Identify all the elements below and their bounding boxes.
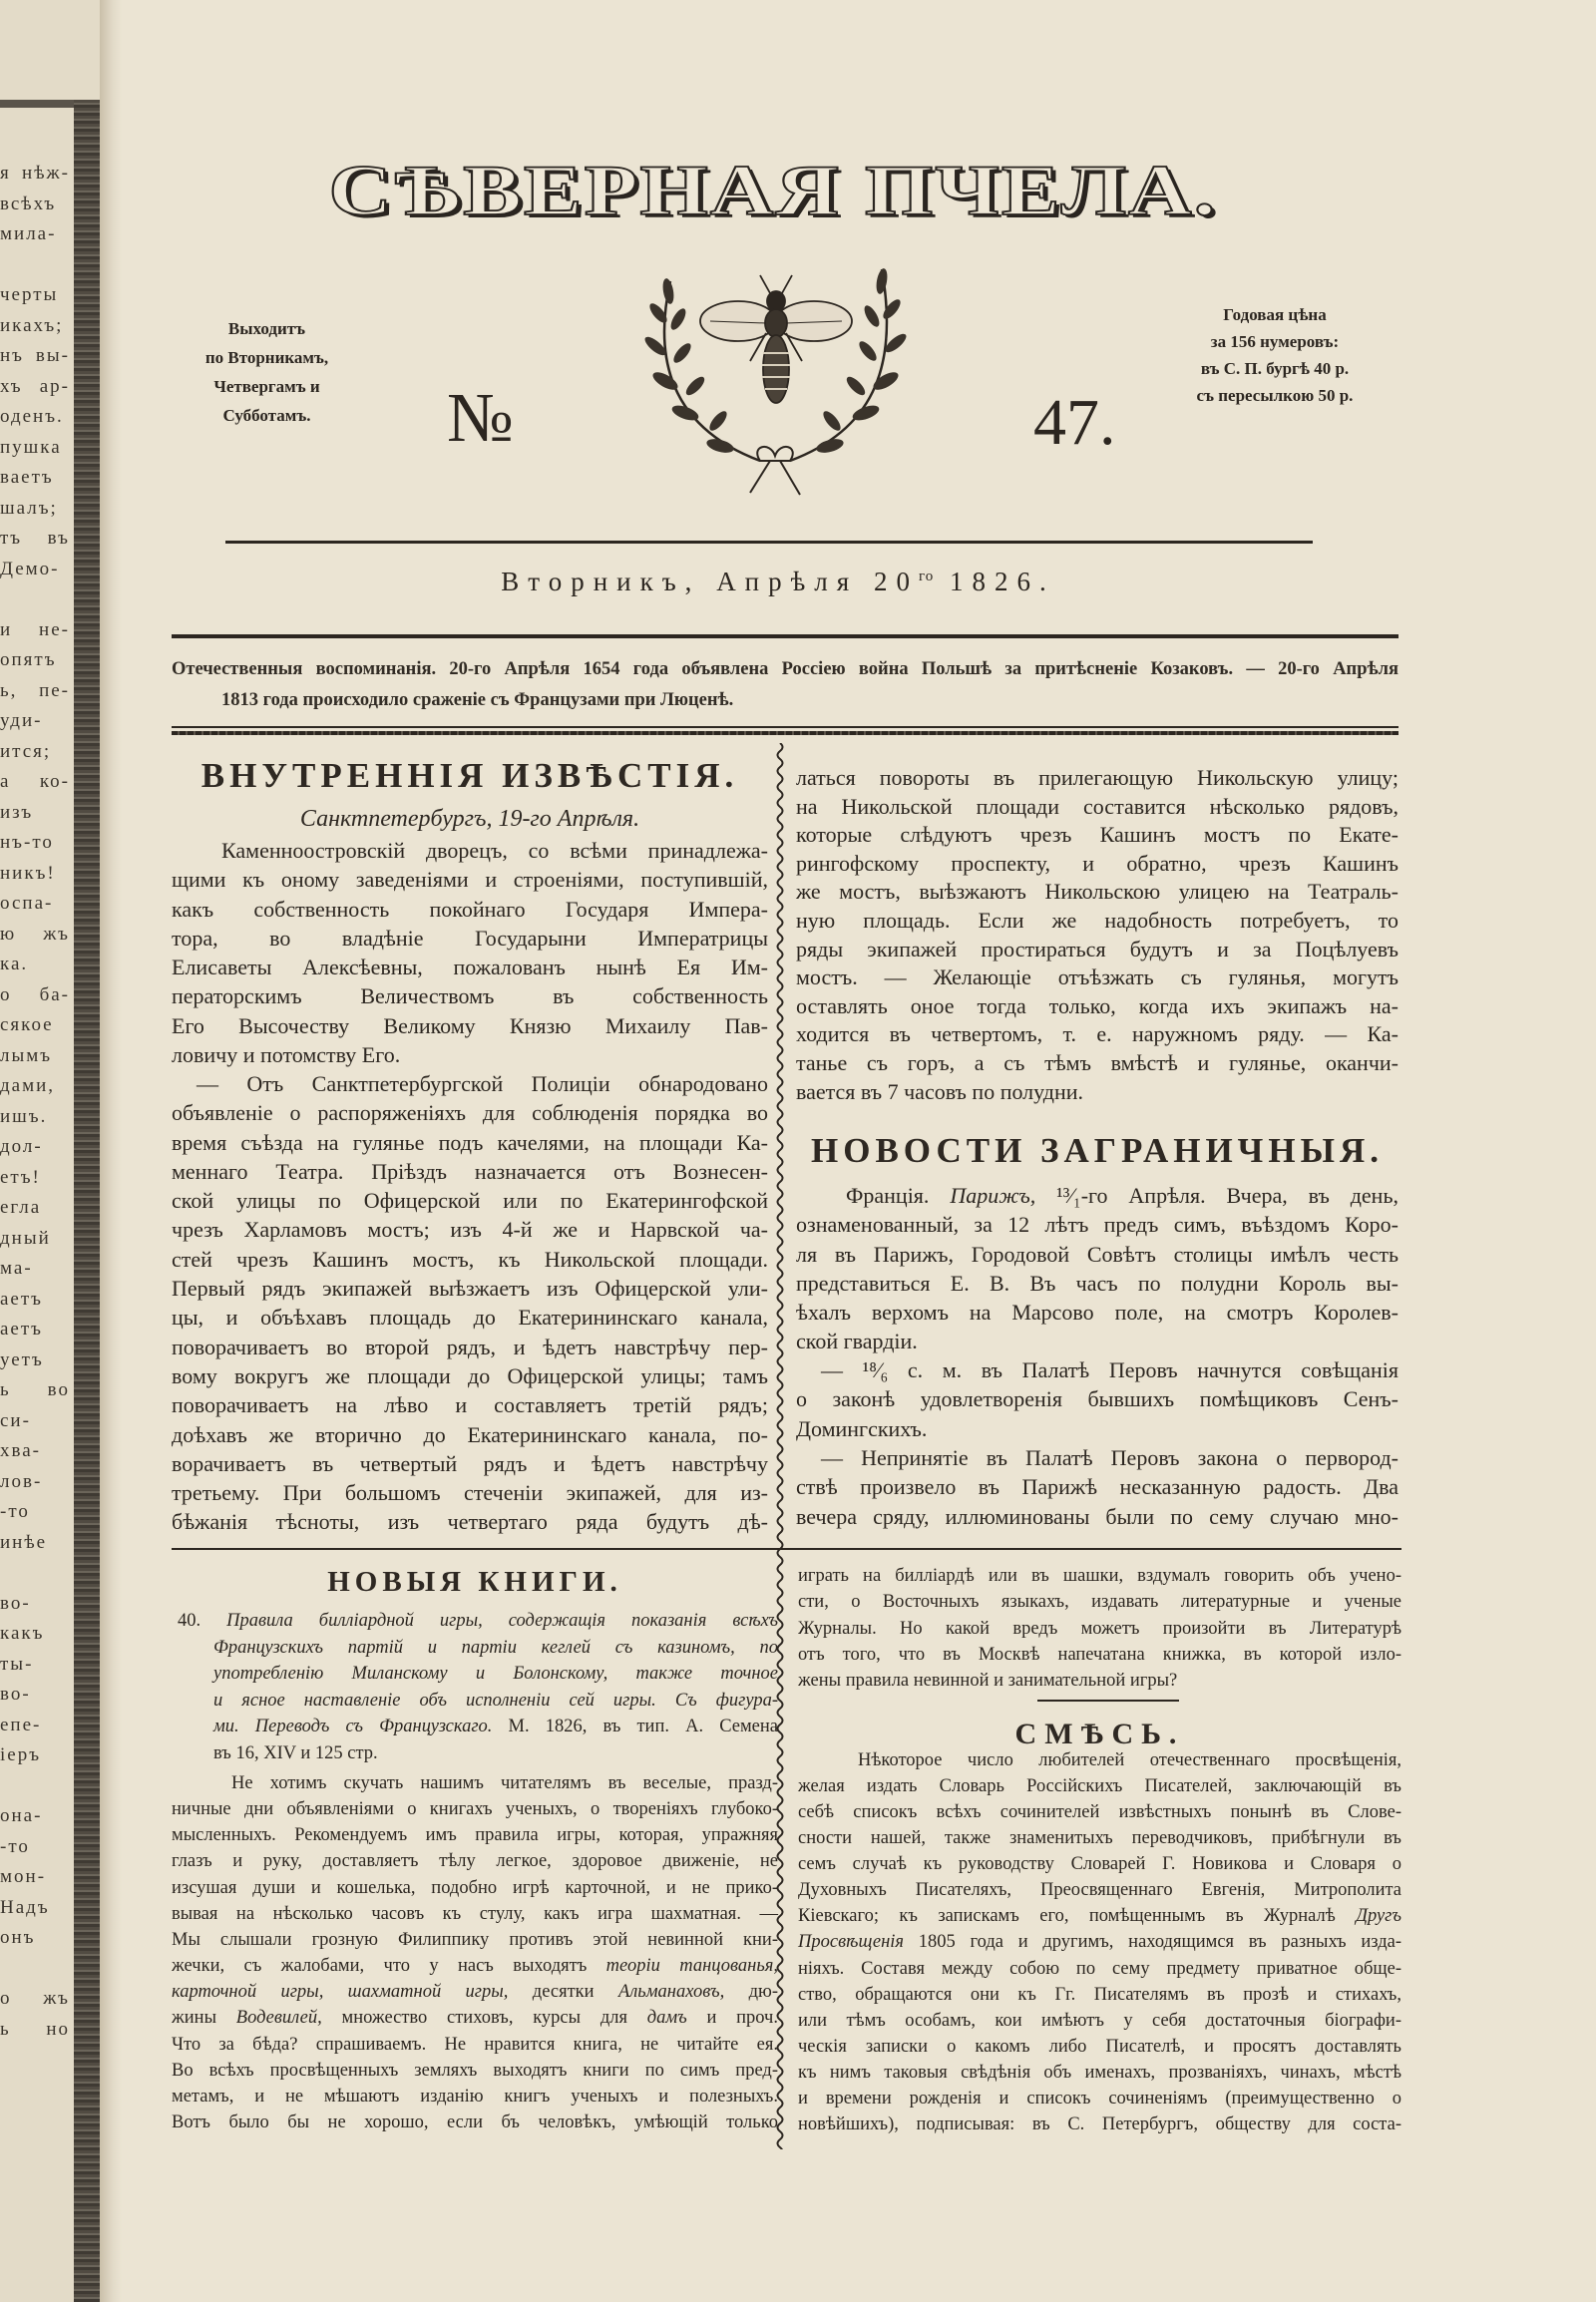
text-line: о жъ bbox=[0, 1988, 70, 2009]
italic-text: Правила билліардной игры, содержащія показанія всѣхъ bbox=[226, 1611, 779, 1631]
publication-schedule bbox=[180, 314, 354, 430]
text-line: ряды экипажей простираться будутъ и за Поцѣлуевъ bbox=[796, 936, 1398, 961]
text-line: оденъ. bbox=[0, 406, 64, 427]
text-line: поворачиваетъ на лѣво и составляетъ третій рядъ; bbox=[172, 1392, 768, 1418]
text-line: ходится въ четвертомъ, т. е. наружномъ ряду. — Ка- bbox=[796, 1021, 1398, 1047]
text-line: Не хотимъ скучать нашимъ читателямъ въ веселые, празд- bbox=[231, 1773, 778, 1793]
text-line: — Непринятіе въ Палатѣ Перовъ закона о первород- bbox=[821, 1445, 1398, 1470]
text-line: ство, обращаются они къ Гг. Писателямъ въ прозѣ и стихахъ, bbox=[798, 1984, 1401, 2005]
text-line: она- bbox=[0, 1805, 43, 1826]
text-line: семъ случаѣ къ руководству Словарей Г. Новикова и Словаря о bbox=[798, 1854, 1401, 1875]
text-line: бѣжанія тѣсноты, изъ четвертаго ряда будутъ дѣ- bbox=[172, 1509, 768, 1535]
memorial-line: Отечественныя воспоминанія. 20-го Апрѣля 1654 года объявлена Россіею война Польшѣ за притѣсненіе Козаковъ. — 20-го Апрѣля bbox=[172, 659, 1398, 679]
text-line: хъ ар- bbox=[0, 375, 70, 397]
text-line: икахъ; bbox=[0, 314, 64, 336]
schedule-line: по Вторникамъ, bbox=[204, 348, 329, 367]
text-line: какъ bbox=[0, 1623, 45, 1644]
text-line: оспа- bbox=[0, 893, 54, 914]
text-line: ознаменованный, за 12 лѣтъ предъ симъ, въѣздомъ Коро- bbox=[796, 1212, 1398, 1238]
text-line: изсушая души и кошелька, подобно игрѣ карточной, и не прико- bbox=[172, 1877, 778, 1898]
text-line: ты- bbox=[0, 1653, 34, 1675]
book-gutter bbox=[74, 100, 100, 2302]
italic-text: Парижъ, bbox=[950, 1183, 1036, 1208]
text-line: какъ собственность покойнаго Государя Импера- bbox=[172, 896, 768, 922]
text-line: оставлять оное тогда только, когда ихъ экипажъ на- bbox=[796, 992, 1398, 1018]
text-line: ля въ Парижъ, Городовой Совѣтъ столицы имѣлъ честь bbox=[796, 1241, 1398, 1267]
text-line: епе- bbox=[0, 1714, 42, 1735]
text-line: уди- bbox=[0, 710, 43, 731]
italic-text: Просвѣщенія bbox=[798, 1932, 904, 1953]
text-line: -то bbox=[0, 1501, 30, 1522]
text-span: дю- bbox=[724, 1982, 778, 2003]
text-line: Надъ bbox=[0, 1896, 50, 1918]
book-listing bbox=[172, 1608, 778, 1766]
text-line: а ко- bbox=[0, 771, 70, 792]
text-line: въ 16, XIV и 125 стр. bbox=[213, 1742, 378, 1763]
text-line: онъ bbox=[0, 1927, 36, 1948]
text-line: іеръ bbox=[0, 1744, 42, 1765]
text-line: нъ вы- bbox=[0, 345, 70, 366]
text-line: сности нашей, также знаменитыхъ переводчиковъ, прибѣгнули въ bbox=[798, 1828, 1401, 1849]
text-line bbox=[172, 1635, 778, 1662]
text-line: никъ! bbox=[0, 862, 56, 884]
text-line: стей чрезъ Кашинъ мостъ, къ Никольской площади. bbox=[172, 1246, 768, 1272]
section-heading-domestic-news: ВНУТРЕННІЯ ИЗВѢСТІЯ. bbox=[200, 756, 739, 795]
text-line: ка. bbox=[0, 954, 29, 974]
issue-number-sign: № bbox=[447, 380, 514, 457]
text-line: и не- bbox=[0, 618, 70, 640]
text-line: хва- bbox=[0, 1440, 41, 1461]
text-span: и проч. bbox=[686, 2008, 778, 2029]
text-line: чрезъ Харламовъ мостъ; изъ 4-й же и Нарвской ча- bbox=[172, 1217, 768, 1243]
miscellany-paragraph bbox=[798, 1747, 1401, 2137]
text-line: ь, пе- bbox=[0, 679, 70, 701]
text-line: Духовныхъ Писателяхъ, Преосвященнаго Евгенія, Митрополита bbox=[798, 1880, 1401, 1901]
text-line: инѣе bbox=[0, 1531, 48, 1553]
text-line: вается въ 7 часовъ по полудни. bbox=[796, 1078, 1084, 1104]
subscription-price bbox=[1175, 301, 1375, 409]
text-line: ператорскимъ Величествомъ въ собственность bbox=[172, 983, 768, 1009]
text-line: Журналы. Но какой вредъ можетъ произойти въ Литературѣ bbox=[798, 1618, 1401, 1639]
italic-text: Французскихъ партій и партіи кеглей съ казиномъ, по bbox=[213, 1637, 778, 1658]
text-line bbox=[172, 2005, 778, 2031]
text-line: аетъ bbox=[0, 1288, 43, 1310]
price-line: Годовая цѣна bbox=[1223, 305, 1327, 324]
text-line: ловичу и потомству Его. bbox=[172, 1042, 401, 1068]
text-line bbox=[798, 1903, 1401, 1929]
text-line bbox=[0, 1771, 70, 1802]
text-line: уетъ bbox=[0, 1348, 44, 1370]
text-line: ніяхъ. Составя между собою по сему предмету приватное обще- bbox=[798, 1958, 1401, 1979]
dateline-st-petersburg: Санктпетербургъ, 19-го Апрѣля. bbox=[299, 806, 640, 832]
text-line: опятъ bbox=[0, 649, 57, 670]
text-line: о ба- bbox=[0, 983, 70, 1005]
text-line: ишъ. bbox=[0, 1105, 48, 1127]
text-line: время съѣзда на гулянье подъ качелями, на площади Ка- bbox=[172, 1129, 768, 1155]
italic-text: дамъ bbox=[646, 2008, 687, 2029]
text-line: тъ въ bbox=[0, 528, 70, 549]
text-line bbox=[0, 1954, 70, 1985]
text-line: новѣйшихъ), подписывая: въ С. Петербургъ, обществу для соста- bbox=[798, 2113, 1401, 2134]
italic-text: Другъ bbox=[1356, 1906, 1401, 1927]
text-line: Каменноостровскій дворецъ, со всѣми принадлежа- bbox=[221, 838, 768, 863]
text-line: ь но bbox=[0, 2018, 70, 2040]
text-line: -то bbox=[0, 1835, 30, 1857]
italic-text: и ясное наставленіе объ исполненіи сей игры. Съ фигура- bbox=[213, 1690, 778, 1711]
text-line: си- bbox=[0, 1409, 31, 1431]
section-heading-new-books: НОВЫЯ КНИГИ. bbox=[327, 1566, 622, 1598]
text-line: вечера сряду, иллюминованы были по сему случаю мно- bbox=[796, 1503, 1398, 1529]
text-line: поворачиваетъ во второй рядъ, и ѣдетъ навстрѣчу пер- bbox=[172, 1334, 768, 1359]
patriotic-anniversaries bbox=[172, 654, 1398, 716]
article-paragraph bbox=[172, 1069, 768, 1537]
article-paragraph-continued bbox=[796, 764, 1398, 1106]
text-line: ь во bbox=[0, 1379, 70, 1400]
text-line bbox=[0, 1558, 70, 1589]
text-line: пушка bbox=[0, 436, 62, 458]
text-line: и времени рожденія и списокъ сочиненіямъ (преимущественно о bbox=[798, 2088, 1401, 2109]
italic-text: Водевилей, bbox=[235, 2008, 322, 2029]
text-line: вывая на нѣсколько часовъ къ стулу, какъ игра шахматная. — bbox=[172, 1903, 778, 1924]
masthead-rule bbox=[225, 541, 1313, 544]
text-line bbox=[172, 1688, 778, 1715]
text-line: во- bbox=[0, 1684, 31, 1705]
text-line bbox=[172, 1714, 778, 1740]
previous-page-text bbox=[0, 159, 70, 2045]
text-span: ¹³⁄₁-го Апрѣля. Вчера, въ день, bbox=[1035, 1183, 1398, 1208]
text-line: черты bbox=[0, 284, 59, 305]
schedule-line: Выходитъ bbox=[227, 319, 306, 338]
text-line: метамъ, и не мѣшаютъ изданію книгъ ученыхъ и полезныхъ. bbox=[172, 2086, 778, 2107]
text-line: цы, и объѣхавъ площадь до Екатерининскаго канала, bbox=[172, 1305, 768, 1331]
text-span: Франція. bbox=[846, 1183, 951, 1208]
text-line: Во всѣхъ просвѣщенныхъ земляхъ выходятъ книги по симъ пред- bbox=[172, 2060, 778, 2081]
text-span: жечки, съ жалобами, что у насъ выходятъ bbox=[172, 1956, 606, 1977]
text-line: танье съ горъ, а съ тѣмъ вмѣстѣ и гулянье, оканчи- bbox=[796, 1049, 1398, 1075]
text-line: или тѣмъ особамъ, кои имѣютъ у себя достаточныя біографи- bbox=[798, 2010, 1401, 2031]
date-day: $20^{го}$ bbox=[873, 567, 935, 596]
text-line bbox=[796, 1181, 1398, 1210]
text-line: я нѣж- bbox=[0, 163, 70, 184]
text-line: во- bbox=[0, 1592, 31, 1614]
text-line: Его Высочеству Великому Князю Михаилу Пав- bbox=[172, 1012, 768, 1038]
italic-text: Альманаховъ, bbox=[617, 1982, 725, 2003]
text-line: щими къ оному заведеніями и строеніями, поступившій, bbox=[172, 867, 768, 893]
text-line: къ нимъ таковыя свѣдѣнія объ именахъ, прозваніяхъ, чинахъ, мѣстѣ bbox=[798, 2062, 1401, 2083]
text-line bbox=[0, 584, 70, 615]
text-line: жены правила невинной и занимательной игры? bbox=[798, 1671, 1178, 1691]
book-review bbox=[172, 1770, 778, 2135]
italic-text: ми. Переводъ съ Французскаго. bbox=[213, 1717, 493, 1736]
text-line: етъ! bbox=[0, 1166, 41, 1188]
section-rule bbox=[172, 634, 1398, 638]
text-span: 1805 года и другимъ, находящимся въ разныхъ изда- bbox=[904, 1932, 1401, 1953]
text-line: играть на билліардѣ или въ шашки, вздумалъ говорить объ учено- bbox=[798, 1566, 1401, 1586]
text-line: же мостъ, выѣзжаютъ Никольскою улицею на Театраль- bbox=[796, 879, 1398, 905]
text-line: Домингскихъ. bbox=[796, 1415, 928, 1441]
text-line: ится; bbox=[0, 740, 52, 762]
text-line: — Отъ Санктпетербургской Полиціи обнародовано bbox=[197, 1071, 768, 1096]
text-line: себѣ списокъ всѣхъ сочинителей извѣстныхъ понынѣ въ Слове- bbox=[798, 1802, 1401, 1823]
text-line: рингофскому проспекту, и обратно, чрезъ Кашинъ bbox=[796, 850, 1398, 876]
text-span: М. 1826, въ тип. А. Семена bbox=[492, 1717, 779, 1736]
text-line: лов- bbox=[0, 1470, 43, 1492]
price-line: съ пересылкою 50 р. bbox=[1196, 386, 1354, 405]
text-span: Кіевскаго; къ запискамъ его, помѣщеннымъ въ Журналѣ bbox=[798, 1906, 1357, 1927]
italic-text: теоріи танцованья, bbox=[605, 1956, 778, 1977]
text-line: отъ того, что въ Москвѣ напечатана книжка, въ которой изло- bbox=[798, 1644, 1401, 1665]
text-line: нъ-то bbox=[0, 832, 54, 853]
text-line: ѣхалъ верхомъ на Марсово поле, на смотръ Королев- bbox=[796, 1300, 1398, 1325]
text-line: Демо- bbox=[0, 558, 60, 579]
text-line: Первый рядъ экипажей выѣзжаетъ изъ Офицерской ули- bbox=[172, 1276, 768, 1302]
text-line bbox=[172, 1979, 778, 2005]
text-line: Елисаветы Алексѣевны, пожалованъ нынѣ Ея Им- bbox=[172, 955, 768, 980]
article-paragraph bbox=[796, 1355, 1398, 1443]
text-line: сякое bbox=[0, 1014, 54, 1035]
text-line: ма- bbox=[0, 1258, 33, 1279]
newspaper-title: СѢВЕРНАЯ ПЧЕЛА. bbox=[328, 151, 1218, 231]
memorial-line: 1813 года происходило сраженіе съ Французами при Люценѣ. bbox=[221, 690, 734, 710]
text-line: которые слѣдуютъ чрезъ Кашинъ мостъ по Екате- bbox=[796, 822, 1398, 848]
article-paragraph bbox=[172, 836, 768, 1069]
book-review-continued bbox=[798, 1563, 1401, 1694]
text-line: на Никольской площади составится нѣсколько рядовъ, bbox=[796, 793, 1398, 819]
price-line: въ С. П. бургѣ 40 р. bbox=[1200, 359, 1350, 378]
text-line: аетъ bbox=[0, 1319, 43, 1340]
date-year: 1826. bbox=[949, 567, 1055, 596]
date-month: Апрѣля bbox=[716, 567, 859, 596]
text-line: ю жъ bbox=[0, 923, 70, 945]
text-line bbox=[172, 1953, 778, 1979]
text-span: множество стиховъ, курсы для bbox=[321, 2008, 647, 2029]
text-line: меннаго Театра. Пріѣздъ назначается отъ Вознесен- bbox=[172, 1158, 768, 1184]
price-line: за 156 нумеровъ: bbox=[1210, 332, 1340, 351]
double-rule-bottom bbox=[172, 731, 1398, 735]
text-line: ную площадь. Если же надобность потребуетъ, то bbox=[796, 907, 1398, 933]
text-line: вому вокругъ же площади до Офицерской улицы; тамъ bbox=[172, 1362, 768, 1388]
text-line: ваетъ bbox=[0, 467, 54, 488]
text-span: десятки bbox=[508, 1982, 618, 2003]
text-line: ской улицы по Офицерской или по Екатерингофской bbox=[172, 1188, 768, 1214]
text-line: ничные дни объявленіями о книгахъ ученыхъ, о твореніяхъ глубоко- bbox=[172, 1799, 778, 1820]
text-line: дами, bbox=[0, 1075, 56, 1096]
text-line: мысленныхъ. Рекомендуемъ имъ правила игры, которая, упражняя bbox=[172, 1825, 778, 1846]
issue-number: 47. bbox=[1033, 386, 1116, 459]
text-line: о законѣ удовлетворенія бывшихъ помѣщиковъ Сенъ- bbox=[796, 1386, 1398, 1412]
section-heading-foreign-news: НОВОСТИ ЗАГРАНИЧНЫЯ. bbox=[811, 1131, 1384, 1170]
text-line: тора, во владѣніе Государыни Императрицы bbox=[172, 925, 768, 951]
text-line: третьему. При большомъ стеченіи экипажей, для из- bbox=[172, 1480, 768, 1506]
text-line bbox=[798, 1929, 1401, 1955]
bee-wreath-emblem-icon bbox=[610, 261, 940, 499]
text-line: ской гвардіи. bbox=[796, 1329, 918, 1354]
text-line: егла bbox=[0, 1197, 42, 1218]
section-heading-miscellany: СМѢСЬ. bbox=[1014, 1718, 1185, 1750]
article-paragraph bbox=[796, 1181, 1398, 1356]
date-weekday: Вторникъ, bbox=[501, 567, 701, 596]
text-line: доѣхавъ же вторично до Екатерининскаго канала, по- bbox=[172, 1421, 768, 1447]
text-span: жины bbox=[172, 2008, 236, 2029]
text-line: сти, о Восточныхъ языкахъ, издавать литературные и ученые bbox=[798, 1592, 1401, 1613]
text-line: Нѣкоторое число любителей отечественнаго просвѣщенія, bbox=[858, 1750, 1401, 1770]
section-rule bbox=[172, 1548, 1401, 1550]
page-fold-shadow bbox=[100, 0, 122, 2302]
text-line: всѣхъ bbox=[0, 192, 57, 214]
text-line: дол- bbox=[0, 1136, 43, 1157]
short-rule bbox=[1037, 1700, 1179, 1702]
double-rule-top bbox=[172, 726, 1398, 728]
text-line: Вотъ было бы не хорошо, если бъ человѣкъ, умѣющій только bbox=[172, 2112, 778, 2133]
text-line: Мы слышали грозную Филиппику противъ этой невинной кни- bbox=[172, 1929, 778, 1950]
text-line: мон- bbox=[0, 1866, 47, 1887]
text-line: желая издать Словарь Россійскихъ Писателей, заключающій въ bbox=[798, 1776, 1401, 1797]
italic-text: употребленію Миланскому и Болонскому, также точное bbox=[213, 1664, 778, 1684]
text-line: шалъ; bbox=[0, 497, 58, 519]
text-line: представиться Е. В. Въ часъ по полудни Король вы- bbox=[796, 1270, 1398, 1296]
text-line: объявленіе о распоряженіяхъ для соблюденія порядка во bbox=[172, 1100, 768, 1126]
schedule-line: Четвергамъ и bbox=[213, 377, 320, 396]
text-line: мостъ. — Желающіе отъѣзжать съ гулянья, могутъ bbox=[796, 964, 1398, 990]
text-span: 40. bbox=[178, 1611, 227, 1631]
text-line: мила- bbox=[0, 223, 57, 244]
text-line: — ¹⁸⁄₆ с. м. въ Палатѣ Перовъ начнутся совѣщанія bbox=[821, 1357, 1398, 1382]
text-line bbox=[0, 250, 70, 281]
text-line: глазъ и руку, доставляетъ тѣлу легкое, здоровое движеніе, не bbox=[172, 1851, 778, 1872]
schedule-line: Субботамъ. bbox=[222, 406, 311, 425]
text-line: ворачиваетъ въ четвертый рядъ и ѣдетъ навстрѣчу bbox=[172, 1450, 768, 1476]
text-line: латься повороты въ прилегающую Никольскую улицу; bbox=[796, 765, 1398, 790]
text-line: изъ bbox=[0, 801, 34, 823]
text-line: ствѣ произвело въ Парижѣ несказанную радость. Два bbox=[796, 1474, 1398, 1500]
text-line: лымъ bbox=[0, 1044, 53, 1066]
issue-date bbox=[299, 567, 1257, 597]
text-line: Что за бѣда? спрашиваемъ. Не нравится книга, не читайте ея. bbox=[172, 2034, 778, 2055]
text-line bbox=[172, 1661, 778, 1688]
text-line: ческія записки о какомъ либо Писателѣ, и просятъ доставлять bbox=[798, 2036, 1401, 2057]
text-line: дный bbox=[0, 1227, 51, 1249]
italic-text: карточной игры, шахматной игры, bbox=[172, 1982, 509, 2003]
text-line bbox=[172, 1608, 778, 1635]
article-paragraph bbox=[796, 1443, 1398, 1531]
